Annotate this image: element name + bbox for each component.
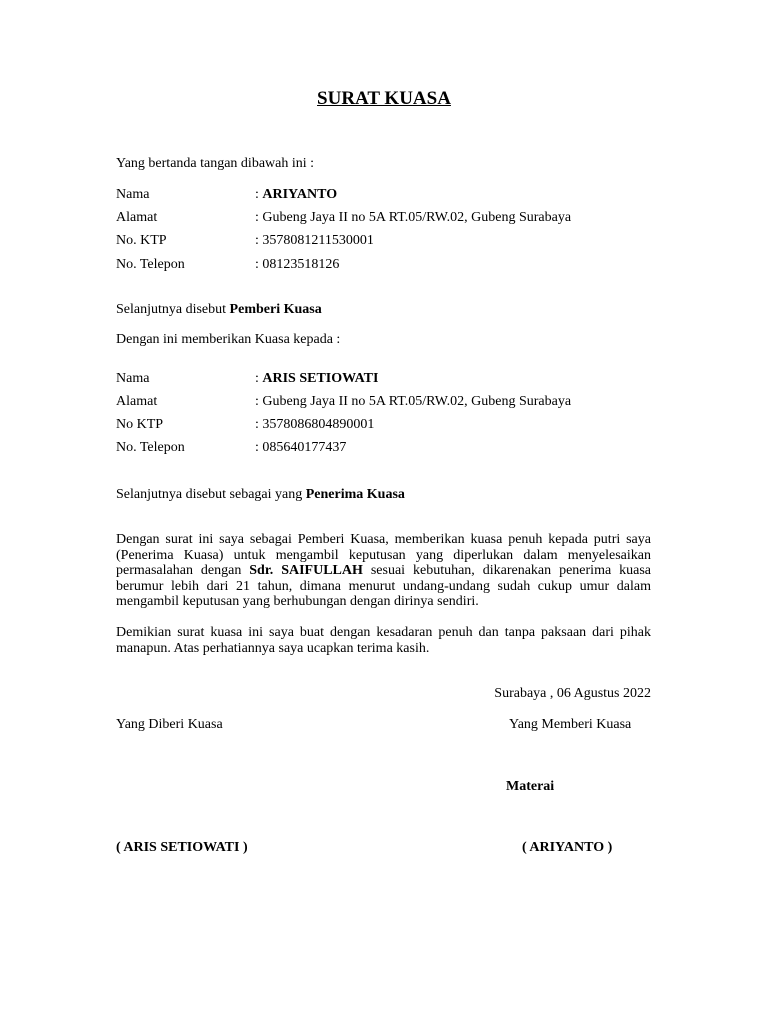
- pemberi-designation: [116, 302, 322, 318]
- pemberi-designation-bold: Pemberi Kuasa: [229, 302, 322, 317]
- intro-text: Yang bertanda tangan dibawah ini :: [116, 156, 315, 171]
- penerima-nama: ARIS SETIOWATI: [262, 371, 379, 386]
- penerima-nama-value: : ARIS SETIOWATI: [255, 371, 379, 386]
- penerima-designation-prefix: Selanjutnya disebut sebagai yang: [116, 487, 306, 502]
- sign-right-name: ( ARIYANTO ): [522, 840, 613, 855]
- body-part2: sesuai kebutuhan, dikarenakan penerima kuasa berumur lebih dari 21 tahun, dimana menurut undang-undang sudah cukup umur dalam mengambil keputusan yang berhubungan dengan dirinya sendiri.: [116, 563, 651, 609]
- penerima-nama-label: Nama: [116, 371, 150, 386]
- pemberi-nama-value: : ARIYANTO: [255, 187, 338, 202]
- materai-label: Materai: [506, 779, 555, 794]
- sign-left-label: Yang Diberi Kuasa: [116, 717, 223, 732]
- body-bold-name: Sdr. SAIFULLAH: [249, 563, 363, 578]
- pemberi-nama: ARIYANTO: [262, 187, 338, 202]
- pemberi-telp-value: : 08123518126: [255, 257, 340, 272]
- place-date: Surabaya , 06 Agustus 2022: [494, 686, 651, 701]
- penerima-alamat-label: Alamat: [116, 394, 158, 409]
- penerima-alamat-value: : Gubeng Jaya II no 5A RT.05/RW.02, Gubeng Surabaya: [255, 394, 572, 409]
- penerima-designation-bold: Penerima Kuasa: [305, 487, 405, 502]
- pemberi-ktp-value: : 3578081211530001: [255, 233, 374, 248]
- document-title: SURAT KUASA: [317, 88, 451, 109]
- pemberi-designation-prefix: Selanjutnya disebut: [116, 302, 230, 317]
- pemberi-alamat-label: Alamat: [116, 210, 158, 225]
- pemberi-ktp-label: No. KTP: [116, 233, 167, 248]
- closing-paragraph: Demikian surat kuasa ini saya buat dengan kesadaran penuh dan tanpa paksaan dari pihak manapun. Atas perhatiannya saya ucapkan terima kasih.: [116, 625, 651, 656]
- penerima-designation: [116, 487, 405, 503]
- penerima-telp-value: : 085640177437: [255, 440, 347, 455]
- pemberi-telp-label: No. Telepon: [116, 257, 185, 272]
- penerima-ktp-value: : 3578086804890001: [255, 417, 375, 432]
- grant-text: Dengan ini memberikan Kuasa kepada :: [116, 332, 341, 347]
- pemberi-alamat-value: : Gubeng Jaya II no 5A RT.05/RW.02, Gubeng Surabaya: [255, 210, 572, 225]
- penerima-telp-label: No. Telepon: [116, 440, 185, 455]
- body-part1: Dengan surat ini saya sebagai Pemberi Kuasa, memberikan kuasa penuh kepada putri saya (Penerima Kuasa) untuk mengambil keputusan yang diperlukan dalam menyelesaikan permasalahan dengan: [116, 532, 651, 578]
- pemberi-nama-label: Nama: [116, 187, 150, 202]
- sign-left-name: ( ARIS SETIOWATI ): [116, 840, 248, 855]
- penerima-ktp-label: No KTP: [116, 417, 164, 432]
- sign-right-label: Yang Memberi Kuasa: [509, 717, 632, 732]
- body-paragraph: [116, 532, 651, 610]
